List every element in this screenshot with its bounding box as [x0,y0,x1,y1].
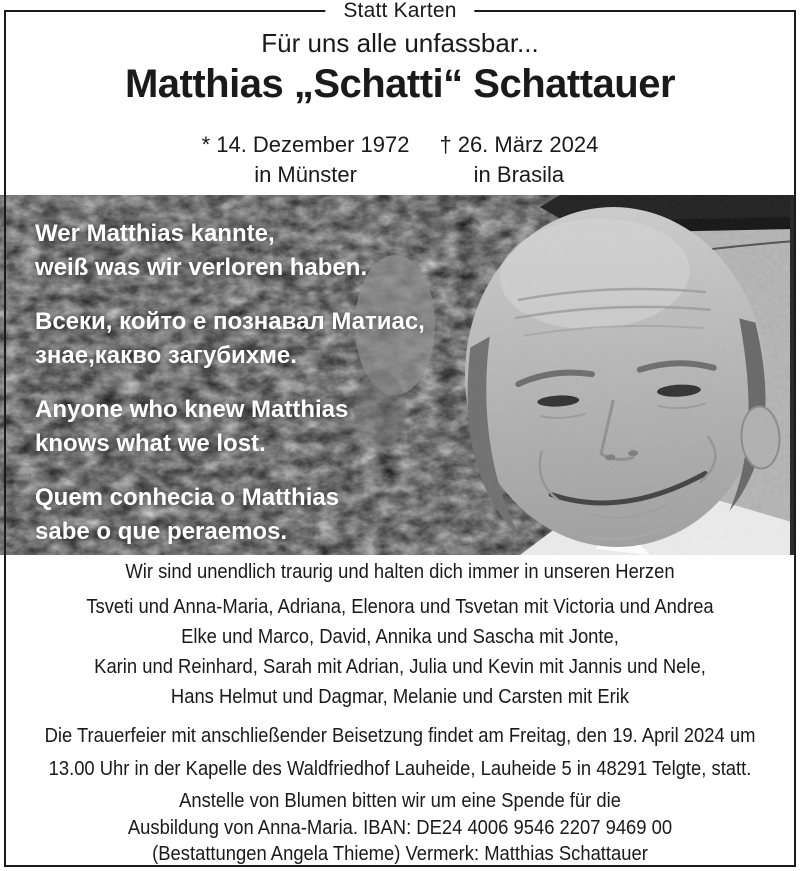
funeral-details [6,720,794,786]
statt-karten-label: Statt Karten [325,0,474,22]
birth-place: in Münster [254,162,357,187]
death-date: 26. März 2024 [457,132,599,157]
stanza-portuguese: Quem conhecia o Matthias sabe o que peraemos. [35,484,340,545]
family-line: Karin und Reinhard, Sarah mit Adrian, Julia und Kevin mit Jannis und Nele, [94,656,706,678]
birth-death-dates [0,130,800,190]
condolence-intro: Wir sind unendlich traurig und halten dich immer in unseren Herzen [125,561,675,583]
family-names [6,592,794,712]
photo-overlay-text [35,217,425,555]
funeral-line: 13.00 Uhr in der Kapelle des Waldfriedhof Lauheide, Lauheide 5 in 48291 Telgte, statt. [48,758,752,780]
stanza-german: Wer Matthias kannte, weiß was wir verloren haben. [35,220,368,281]
family-line: Tsveti und Anna-Maria, Adriana, Elenora und Tsvetan mit Victoria und Andrea [86,596,714,618]
donation-line: Anstelle von Blumen bitten wir um eine Spende für die [179,790,621,812]
birth-column [202,130,410,190]
deceased-name: Matthias „Schatti“ Schattauer [124,62,676,106]
donation-line: (Bestattungen Angela Thieme) Vermerk: Matthias Schattauer [152,843,648,865]
death-place: in Brasila [473,162,565,187]
notice-subtitle: Für uns alle unfassbar... [261,28,539,58]
death-column [439,130,598,190]
portrait-photo [0,195,795,555]
donation-details [6,788,794,868]
stanza-bulgarian: Всеки, който е познавал Матиас, знае,какво загубихме. [35,308,425,369]
birth-date: 14. Dezember 1972 [216,132,410,157]
stanza-english: Anyone who knew Matthias knows what we lost. [35,396,349,457]
family-line: Hans Helmut und Dagmar, Melanie und Carsten mit Erik [170,686,630,708]
donation-line: Ausbildung von Anna-Maria. IBAN: DE24 4006 9546 2207 9469 00 [127,816,673,839]
family-line: Elke und Marco, David, Annika und Sascha mit Jonte, [181,626,619,648]
death-cross-icon: † [439,132,452,157]
funeral-line: Die Trauerfeier mit anschließender Beisetzung findet am Freitag, den 19. April 2024 um [44,725,756,747]
birth-star-icon: * [201,132,211,157]
